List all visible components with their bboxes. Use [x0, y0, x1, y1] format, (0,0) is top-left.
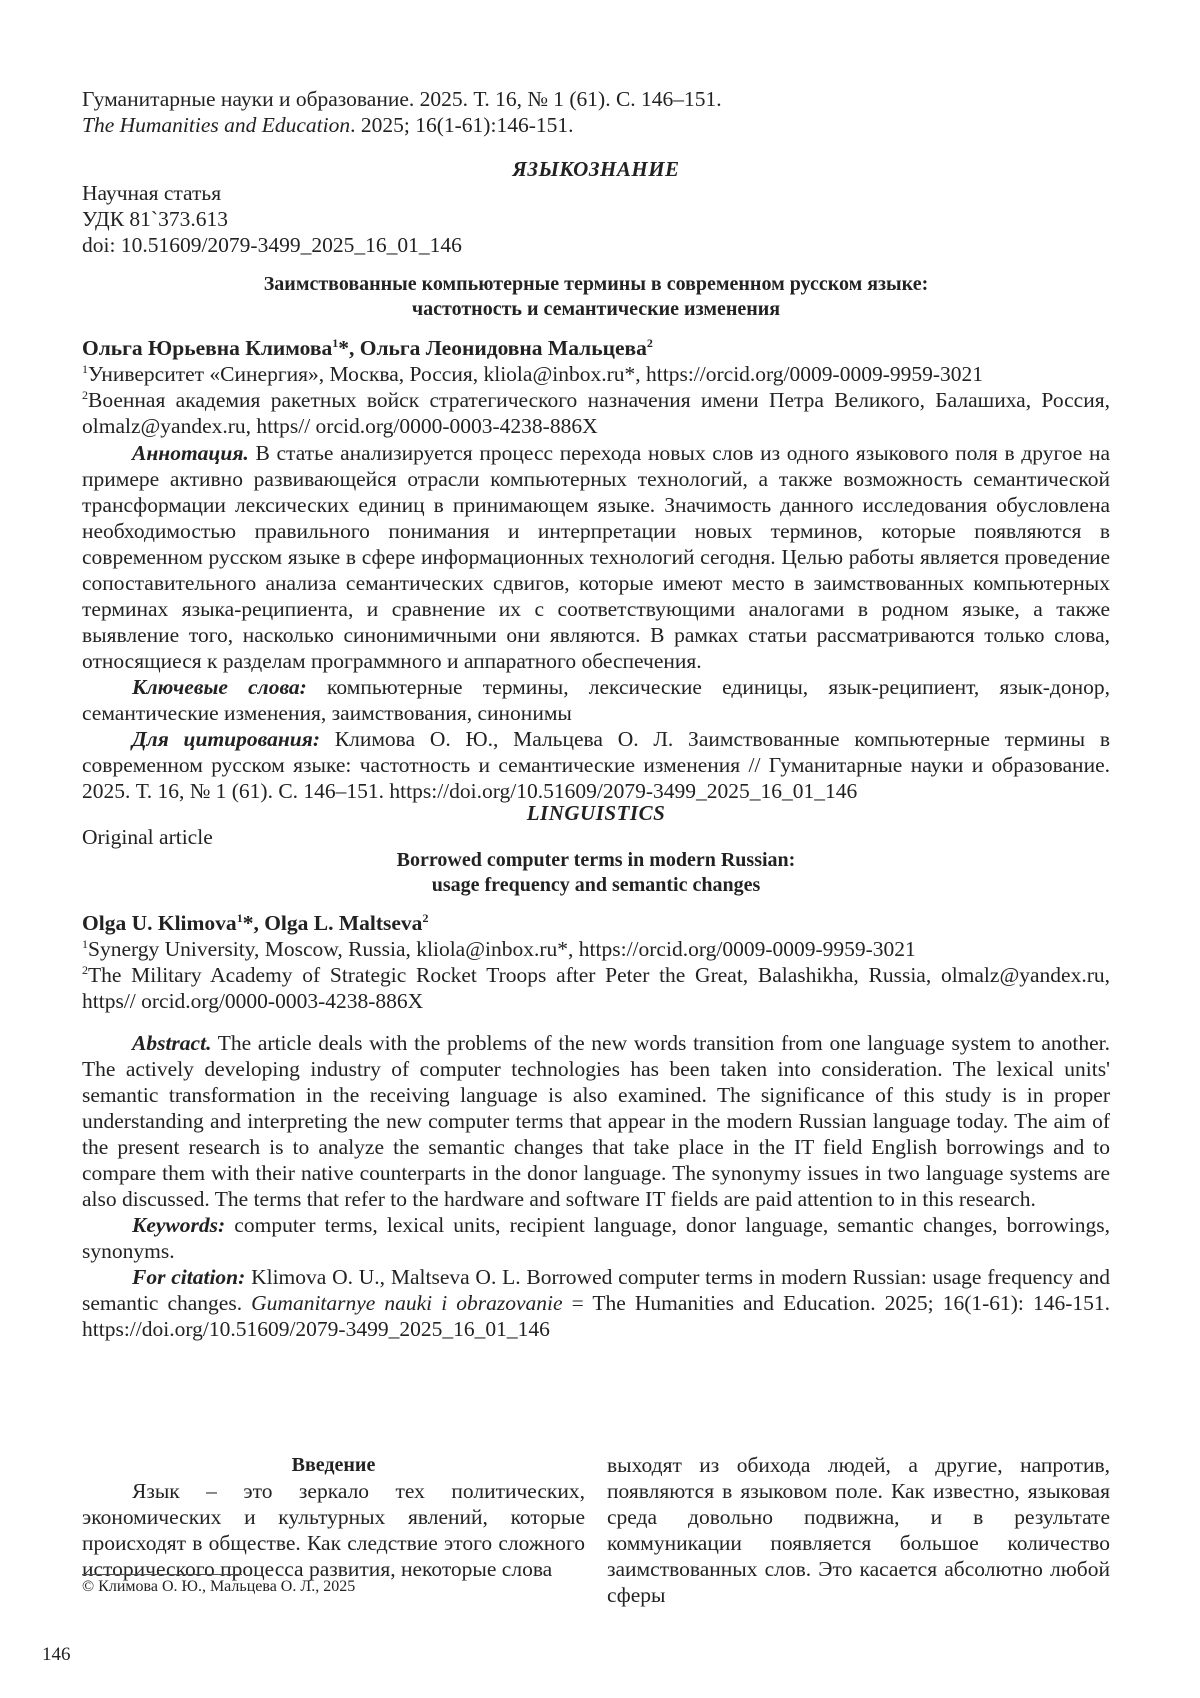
ru-keywords-label: Ключевые слова: — [132, 675, 307, 699]
ru-keywords — [82, 674, 1110, 726]
ru-rubric-block — [82, 156, 1110, 182]
en-title-line2: usage frequency and semantic changes — [431, 874, 761, 896]
en-authors-block — [82, 910, 1110, 1014]
en-abstract-block — [82, 1030, 1110, 1342]
en-affil1-text: Synergy University, Moscow, Russia, kliola@inbox.ru*, https://orcid.org/0009-0009-9959-3021 — [88, 937, 916, 961]
footnote: © Климова О. Ю., Мальцева О. Л., 2025 — [82, 1578, 356, 1595]
ru-authors — [82, 335, 1110, 361]
en-title-line1: Borrowed computer terms in modern Russian: — [396, 849, 796, 871]
ru-article-type: Научная статья — [82, 181, 222, 205]
ru-author2: Ольга Леонидовна Мальцева — [359, 336, 647, 360]
en-author1-mark: *, — [242, 911, 265, 935]
en-abstract-text: The article deals with the problems of the new words transition from one language system to another. The actively developing industry of computer technologies has been taken into consideration. The lexical units' semantic transformation in the receiving language is also examined. The significance of this study is in proper understanding and interpreting the new computer terms that appear in the modern Russian language today. The aim of the present research is to analyze the semantic changes that take place in the IT field English borrowings and to compare them with their native counterparts in the donor language. The synonymy issues in two language systems are also discussed. The terms that refer to the hardware and software IT fields are paid attention to in this research. — [82, 1031, 1110, 1211]
ru-affil2-text: Военная академия ракетных войск стратегического назначения имени Петра Великого, Балашиха, Россия, olmalz@yandex.ru, https// orcid.org/0000-0003-4238-886X — [82, 388, 1110, 438]
ru-affil1-sup: 1 — [82, 361, 88, 376]
ru-affil2-sup: 2 — [82, 387, 88, 402]
intro-text-col2: выходят из обихода людей, а другие, напротив, появляются в языковом поле. Как известно, языковая среда довольно подвижна, и в результате коммуникации появляется большое количество заимствованных слов. Это касается абсолютно любой сферы — [607, 1453, 1110, 1607]
ru-author1: Ольга Юрьевна Климова — [82, 336, 333, 360]
ru-citation-label: Для цитирования: — [132, 727, 320, 751]
ru-citation — [82, 726, 1110, 804]
en-author1: Olga U. Klimova — [82, 911, 237, 935]
intro-text-col1: Язык – это зеркало тех политических, экономических и культурных явлений, которые происходят в обществе. Как следствие этого сложного исторического процесса развития, некоторые слова — [82, 1479, 585, 1581]
en-affiliation-1 — [82, 936, 1110, 962]
ru-author2-sup: 2 — [646, 335, 653, 350]
ru-author1-sup: 1 — [332, 335, 339, 350]
en-authors — [82, 910, 1110, 936]
ru-title-line1: Заимствованные компьютерные термины в современном русском языке: — [263, 273, 929, 295]
ru-author1-mark: *, — [338, 336, 360, 360]
en-citation — [82, 1264, 1110, 1342]
ru-doi: doi: 10.51609/2079-3499_2025_16_01_146 — [82, 233, 462, 257]
en-citation-post: = The Humanities and Education. 2025; 16(1-61): 146-151. https://doi.org/10.51609/2079-3499_2025_16_01_146 — [82, 1291, 1110, 1341]
journal-en-line — [82, 112, 1110, 138]
en-meta — [82, 824, 1110, 850]
ru-abstract-text: В статье анализируется процесс перехода новых слов из одного языкового поля в другое на примере активно развивающейся отрасли компьютерных технологий, а также возможность семантической трансформации лексических единиц в принимающем языке. Значимость данного исследования обусловлена необходимостью правильного понимания и интерпретации новых терминов, которые появляются в современном русском языке в сфере информационных технологий сегодня. Целью работы является проведение сопоставительного анализа семантических сдвигов, которые имеют место в заимствованных компьютерных терминах языка-реципиента, и сравнение их с соответствующими аналогами в родном языке, а также выявление того, насколько синонимичными они являются. В рамках статьи рассматриваются только слова, относящиеся к разделам программного и аппаратного обеспечения. — [82, 441, 1111, 673]
en-keywords-label: Keywords: — [132, 1213, 226, 1237]
en-abstract — [82, 1030, 1110, 1212]
journal-header — [82, 86, 1110, 138]
ru-keywords-text: компьютерные термины, лексические единицы, язык-реципиент, язык-донор, семантические изменения, заимствования, синонимы — [82, 675, 1111, 725]
en-title — [82, 848, 1110, 898]
ru-affiliation-1 — [82, 361, 1110, 387]
en-abstract-label: Abstract. — [132, 1031, 212, 1055]
en-keywords-text: computer terms, lexical units, recipient language, donor language, semantic changes, borrowings, synonyms. — [82, 1213, 1110, 1263]
intro-column-right — [607, 1452, 1110, 1608]
intro-heading: Введение — [291, 1454, 376, 1476]
en-keywords — [82, 1212, 1110, 1264]
journal-en-title: The Humanities and Education — [82, 113, 351, 137]
ru-authors-block — [82, 335, 1110, 439]
en-affil1-sup: 1 — [82, 936, 88, 951]
ru-rubric: ЯЗЫКОЗНАНИЕ — [512, 157, 680, 181]
ru-abstract-label: Аннотация. — [132, 441, 249, 465]
en-affil2-text: The Military Academy of Strategic Rocket Troops after Peter the Great, Balashikha, Russia, olmalz@yandex.ru, https// orcid.org/0000-0003-4238-886X — [82, 963, 1110, 1013]
en-citation-label: For citation: — [132, 1265, 246, 1289]
ru-title-line2: частотность и семантические изменения — [411, 298, 781, 320]
page-number: 146 — [42, 1644, 71, 1665]
en-author2-sup: 2 — [422, 910, 429, 925]
en-citation-journal: Gumanitarnye nauki i obrazovanie — [251, 1291, 563, 1315]
en-author2: Olga L. Maltseva — [264, 911, 423, 935]
en-affil2-sup: 2 — [82, 962, 88, 977]
en-rubric: LINGUISTICS — [526, 801, 666, 825]
footnote-rule — [82, 1574, 242, 1575]
journal-en-rest: . 2025; 16(1-61):146-151. — [350, 113, 574, 137]
en-rubric-block — [82, 800, 1110, 826]
journal-ru-line: Гуманитарные науки и образование. 2025. Т. 16, № 1 (61). С. 146–151. — [82, 87, 722, 111]
intro-column-left — [82, 1452, 585, 1582]
en-citation-pre: Klimova O. U., Maltseva O. L. Borrowed computer terms in modern Russian: usage frequency and semantic changes. — [82, 1265, 1110, 1315]
ru-abstract-block — [82, 440, 1110, 804]
en-author1-sup: 1 — [236, 910, 243, 925]
ru-affiliation-2 — [82, 387, 1110, 439]
ru-meta — [82, 180, 1110, 258]
ru-title — [82, 272, 1110, 322]
ru-affil1-text: Университет «Синергия», Москва, Россия, kliola@inbox.ru*, https://orcid.org/0009-0009-9959-3021 — [88, 362, 984, 386]
ru-udc: УДК 81`373.613 — [82, 207, 228, 231]
ru-abstract — [82, 440, 1110, 674]
en-article-type: Original article — [82, 825, 213, 849]
ru-citation-text: Климова О. Ю., Мальцева О. Л. Заимствованные компьютерные термины в современном русском языке: частотность и семантические изменения // Гуманитарные науки и образование. 2025. Т. 16, № 1 (61). С. 146–151. https://doi.org/10.51609/2079-3499_2025_16_01_146 — [82, 727, 1110, 803]
en-affiliation-2 — [82, 962, 1110, 1014]
